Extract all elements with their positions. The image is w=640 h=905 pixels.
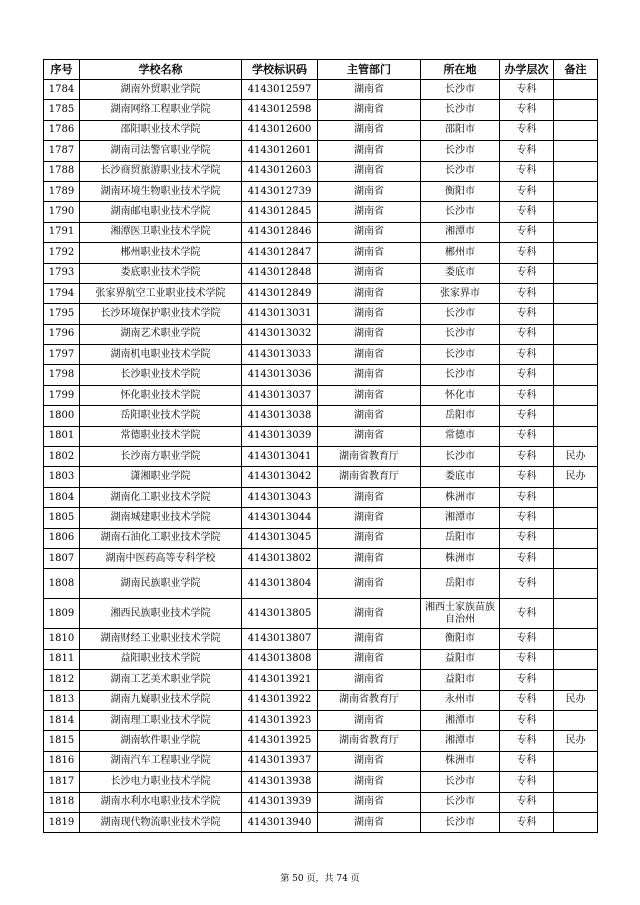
cell-level: 专科 bbox=[500, 283, 554, 303]
cell-school-name: 岳阳职业技术学院 bbox=[80, 406, 242, 426]
cell-location: 衡阳市 bbox=[421, 181, 500, 201]
cell-school-code: 4143013808 bbox=[242, 649, 318, 669]
cell-school-code: 4143013045 bbox=[242, 528, 318, 548]
cell-level: 专科 bbox=[500, 304, 554, 324]
cell-school-code: 4143013042 bbox=[242, 467, 318, 487]
cell-department: 湖南省 bbox=[318, 649, 421, 669]
cell-school-name: 湘潭医卫职业技术学院 bbox=[80, 222, 242, 242]
cell-location: 长沙市 bbox=[421, 141, 500, 161]
cell-department: 湖南省 bbox=[318, 304, 421, 324]
cell-note bbox=[554, 487, 598, 507]
cell-seq: 1794 bbox=[44, 283, 80, 303]
cell-location: 益阳市 bbox=[421, 649, 500, 669]
cell-note bbox=[554, 243, 598, 263]
header-location: 所在地 bbox=[421, 60, 500, 80]
cell-school-name: 湖南现代物流职业技术学院 bbox=[80, 812, 242, 832]
table-row bbox=[44, 100, 598, 120]
cell-seq: 1799 bbox=[44, 385, 80, 405]
table-row bbox=[44, 304, 598, 324]
cell-department: 湖南省 bbox=[318, 569, 421, 599]
cell-seq: 1801 bbox=[44, 426, 80, 446]
cell-location: 郴州市 bbox=[421, 243, 500, 263]
table-row bbox=[44, 161, 598, 181]
page-footer: 第 50 页，共 74 页 bbox=[280, 874, 360, 884]
cell-location: 湘潭市 bbox=[421, 710, 500, 730]
cell-level: 专科 bbox=[500, 385, 554, 405]
cell-school-code: 4143013038 bbox=[242, 406, 318, 426]
cell-seq: 1798 bbox=[44, 365, 80, 385]
cell-location: 张家界市 bbox=[421, 283, 500, 303]
cell-school-code: 4143013039 bbox=[242, 426, 318, 446]
cell-note bbox=[554, 792, 598, 812]
cell-note bbox=[554, 385, 598, 405]
cell-note bbox=[554, 599, 598, 629]
cell-department: 湖南省 bbox=[318, 528, 421, 548]
cell-school-code: 4143012601 bbox=[242, 141, 318, 161]
cell-location: 长沙市 bbox=[421, 304, 500, 324]
cell-seq: 1803 bbox=[44, 467, 80, 487]
table-body bbox=[44, 80, 598, 833]
cell-school-code: 4143013921 bbox=[242, 670, 318, 690]
cell-school-code: 4143013036 bbox=[242, 365, 318, 385]
cell-school-name: 湖南司法警官职业学院 bbox=[80, 141, 242, 161]
cell-level: 专科 bbox=[500, 345, 554, 365]
cell-seq: 1817 bbox=[44, 772, 80, 792]
cell-seq: 1787 bbox=[44, 141, 80, 161]
cell-location: 湘潭市 bbox=[421, 508, 500, 528]
cell-seq: 1818 bbox=[44, 792, 80, 812]
cell-seq: 1802 bbox=[44, 447, 80, 467]
cell-location: 常德市 bbox=[421, 426, 500, 446]
cell-department: 湖南省 bbox=[318, 385, 421, 405]
cell-level: 专科 bbox=[500, 599, 554, 629]
cell-department: 湖南省 bbox=[318, 792, 421, 812]
table-row bbox=[44, 599, 598, 629]
cell-seq: 1807 bbox=[44, 548, 80, 568]
cell-note bbox=[554, 629, 598, 649]
cell-location: 株洲市 bbox=[421, 487, 500, 507]
cell-school-name: 湖南汽车工程职业学院 bbox=[80, 751, 242, 771]
cell-note bbox=[554, 345, 598, 365]
cell-seq: 1805 bbox=[44, 508, 80, 528]
cell-department: 湖南省 bbox=[318, 181, 421, 201]
cell-school-code: 4143013041 bbox=[242, 447, 318, 467]
cell-location: 长沙市 bbox=[421, 365, 500, 385]
table-row bbox=[44, 222, 598, 242]
cell-department: 湖南省教育厅 bbox=[318, 467, 421, 487]
table-row bbox=[44, 649, 598, 669]
cell-location: 岳阳市 bbox=[421, 406, 500, 426]
cell-level: 专科 bbox=[500, 100, 554, 120]
cell-school-code: 4143013937 bbox=[242, 751, 318, 771]
table-row bbox=[44, 80, 598, 100]
cell-level: 专科 bbox=[500, 365, 554, 385]
cell-location: 岳阳市 bbox=[421, 528, 500, 548]
cell-school-code: 4143012847 bbox=[242, 243, 318, 263]
cell-level: 专科 bbox=[500, 120, 554, 140]
cell-school-name: 张家界航空工业职业技术学院 bbox=[80, 283, 242, 303]
cell-location: 株洲市 bbox=[421, 751, 500, 771]
cell-department: 湖南省 bbox=[318, 487, 421, 507]
table-row bbox=[44, 751, 598, 771]
cell-location: 长沙市 bbox=[421, 792, 500, 812]
cell-department: 湖南省 bbox=[318, 243, 421, 263]
cell-school-name: 湖南环境生物职业技术学院 bbox=[80, 181, 242, 201]
cell-level: 专科 bbox=[500, 202, 554, 222]
cell-level: 专科 bbox=[500, 670, 554, 690]
cell-level: 专科 bbox=[500, 181, 554, 201]
cell-school-code: 4143013033 bbox=[242, 345, 318, 365]
cell-note bbox=[554, 812, 598, 832]
cell-seq: 1814 bbox=[44, 710, 80, 730]
cell-school-code: 4143012849 bbox=[242, 283, 318, 303]
table-row bbox=[44, 548, 598, 568]
cell-seq: 1809 bbox=[44, 599, 80, 629]
table-row bbox=[44, 447, 598, 467]
cell-school-code: 4143013940 bbox=[242, 812, 318, 832]
cell-department: 湖南省 bbox=[318, 670, 421, 690]
cell-school-name: 湖南石油化工职业技术学院 bbox=[80, 528, 242, 548]
cell-location: 长沙市 bbox=[421, 345, 500, 365]
cell-department: 湖南省 bbox=[318, 365, 421, 385]
table-row bbox=[44, 569, 598, 599]
table-row bbox=[44, 690, 598, 710]
cell-location: 娄底市 bbox=[421, 467, 500, 487]
cell-school-code: 4143013923 bbox=[242, 710, 318, 730]
cell-department: 湖南省教育厅 bbox=[318, 447, 421, 467]
table-row bbox=[44, 710, 598, 730]
cell-school-name: 湖南理工职业技术学院 bbox=[80, 710, 242, 730]
cell-school-name: 邵阳职业技术学院 bbox=[80, 120, 242, 140]
cell-location: 长沙市 bbox=[421, 100, 500, 120]
cell-location: 长沙市 bbox=[421, 161, 500, 181]
header-dept: 主管部门 bbox=[318, 60, 421, 80]
table-row bbox=[44, 283, 598, 303]
cell-location: 长沙市 bbox=[421, 80, 500, 100]
cell-note bbox=[554, 263, 598, 283]
cell-department: 湖南省 bbox=[318, 508, 421, 528]
cell-department: 湖南省 bbox=[318, 548, 421, 568]
table-row bbox=[44, 812, 598, 832]
cell-seq: 1810 bbox=[44, 629, 80, 649]
cell-school-code: 4143012845 bbox=[242, 202, 318, 222]
cell-seq: 1785 bbox=[44, 100, 80, 120]
cell-level: 专科 bbox=[500, 141, 554, 161]
cell-location: 长沙市 bbox=[421, 324, 500, 344]
cell-department: 湖南省 bbox=[318, 161, 421, 181]
cell-department: 湖南省 bbox=[318, 80, 421, 100]
table-row bbox=[44, 670, 598, 690]
cell-note bbox=[554, 528, 598, 548]
cell-department: 湖南省 bbox=[318, 812, 421, 832]
cell-level: 专科 bbox=[500, 324, 554, 344]
cell-location: 长沙市 bbox=[421, 202, 500, 222]
cell-note bbox=[554, 649, 598, 669]
table-row bbox=[44, 385, 598, 405]
cell-school-name: 益阳职业技术学院 bbox=[80, 649, 242, 669]
cell-school-name: 湖南软件职业学院 bbox=[80, 731, 242, 751]
cell-note bbox=[554, 161, 598, 181]
cell-note bbox=[554, 426, 598, 446]
table-row bbox=[44, 772, 598, 792]
cell-school-name: 湖南外贸职业学院 bbox=[80, 80, 242, 100]
cell-seq: 1813 bbox=[44, 690, 80, 710]
cell-location: 娄底市 bbox=[421, 263, 500, 283]
header-name: 学校名称 bbox=[80, 60, 242, 80]
table-row bbox=[44, 243, 598, 263]
table-row bbox=[44, 202, 598, 222]
cell-note bbox=[554, 406, 598, 426]
cell-seq: 1793 bbox=[44, 263, 80, 283]
cell-seq: 1788 bbox=[44, 161, 80, 181]
cell-note bbox=[554, 141, 598, 161]
cell-school-name: 郴州职业技术学院 bbox=[80, 243, 242, 263]
cell-seq: 1815 bbox=[44, 731, 80, 751]
cell-school-code: 4143013802 bbox=[242, 548, 318, 568]
cell-seq: 1800 bbox=[44, 406, 80, 426]
cell-school-code: 4143012603 bbox=[242, 161, 318, 181]
cell-level: 专科 bbox=[500, 508, 554, 528]
cell-department: 湖南省 bbox=[318, 263, 421, 283]
cell-seq: 1792 bbox=[44, 243, 80, 263]
cell-location: 长沙市 bbox=[421, 772, 500, 792]
cell-location: 益阳市 bbox=[421, 670, 500, 690]
cell-level: 专科 bbox=[500, 80, 554, 100]
cell-level: 专科 bbox=[500, 426, 554, 446]
cell-note: 民办 bbox=[554, 690, 598, 710]
cell-level: 专科 bbox=[500, 161, 554, 181]
cell-level: 专科 bbox=[500, 447, 554, 467]
table-row bbox=[44, 467, 598, 487]
cell-seq: 1795 bbox=[44, 304, 80, 324]
cell-note: 民办 bbox=[554, 731, 598, 751]
cell-department: 湖南省 bbox=[318, 426, 421, 446]
header-seq: 序号 bbox=[44, 60, 80, 80]
cell-note bbox=[554, 772, 598, 792]
cell-school-name: 长沙电力职业技术学院 bbox=[80, 772, 242, 792]
cell-level: 专科 bbox=[500, 406, 554, 426]
cell-note bbox=[554, 80, 598, 100]
cell-school-name: 湖南九嶷职业技术学院 bbox=[80, 690, 242, 710]
cell-note: 民办 bbox=[554, 447, 598, 467]
cell-school-code: 4143013804 bbox=[242, 569, 318, 599]
cell-note bbox=[554, 508, 598, 528]
cell-school-name: 娄底职业技术学院 bbox=[80, 263, 242, 283]
cell-department: 湖南省 bbox=[318, 120, 421, 140]
cell-school-code: 4143013805 bbox=[242, 599, 318, 629]
cell-location: 长沙市 bbox=[421, 447, 500, 467]
cell-level: 专科 bbox=[500, 243, 554, 263]
table-row bbox=[44, 406, 598, 426]
cell-school-code: 4143013922 bbox=[242, 690, 318, 710]
cell-department: 湖南省教育厅 bbox=[318, 731, 421, 751]
cell-level: 专科 bbox=[500, 548, 554, 568]
cell-note bbox=[554, 222, 598, 242]
cell-school-code: 4143012739 bbox=[242, 181, 318, 201]
table-row bbox=[44, 345, 598, 365]
cell-location: 株洲市 bbox=[421, 548, 500, 568]
cell-school-code: 4143013031 bbox=[242, 304, 318, 324]
cell-seq: 1804 bbox=[44, 487, 80, 507]
cell-location: 岳阳市 bbox=[421, 569, 500, 599]
cell-note bbox=[554, 181, 598, 201]
cell-school-name: 潇湘职业学院 bbox=[80, 467, 242, 487]
cell-seq: 1791 bbox=[44, 222, 80, 242]
cell-seq: 1816 bbox=[44, 751, 80, 771]
cell-department: 湖南省 bbox=[318, 406, 421, 426]
cell-seq: 1797 bbox=[44, 345, 80, 365]
cell-school-name: 常德职业技术学院 bbox=[80, 426, 242, 446]
cell-note bbox=[554, 324, 598, 344]
school-list-table bbox=[43, 59, 598, 833]
cell-level: 专科 bbox=[500, 812, 554, 832]
cell-location: 衡阳市 bbox=[421, 629, 500, 649]
cell-level: 专科 bbox=[500, 629, 554, 649]
cell-level: 专科 bbox=[500, 649, 554, 669]
cell-school-name: 湖南财经工业职业技术学院 bbox=[80, 629, 242, 649]
cell-level: 专科 bbox=[500, 467, 554, 487]
cell-school-name: 湖南城建职业技术学院 bbox=[80, 508, 242, 528]
cell-note bbox=[554, 548, 598, 568]
cell-school-name: 湖南化工职业技术学院 bbox=[80, 487, 242, 507]
table-row bbox=[44, 731, 598, 751]
table-row bbox=[44, 426, 598, 446]
cell-location: 怀化市 bbox=[421, 385, 500, 405]
cell-school-code: 4143013037 bbox=[242, 385, 318, 405]
cell-note bbox=[554, 202, 598, 222]
table-row bbox=[44, 120, 598, 140]
cell-school-name: 湘西民族职业技术学院 bbox=[80, 599, 242, 629]
cell-school-name: 怀化职业技术学院 bbox=[80, 385, 242, 405]
cell-school-name: 湖南民族职业学院 bbox=[80, 569, 242, 599]
cell-department: 湖南省教育厅 bbox=[318, 690, 421, 710]
cell-level: 专科 bbox=[500, 792, 554, 812]
cell-school-name: 湖南艺术职业学院 bbox=[80, 324, 242, 344]
cell-department: 湖南省 bbox=[318, 100, 421, 120]
table-row bbox=[44, 365, 598, 385]
cell-location: 永州市 bbox=[421, 690, 500, 710]
cell-school-name: 湖南网络工程职业学院 bbox=[80, 100, 242, 120]
cell-note bbox=[554, 365, 598, 385]
cell-school-code: 4143012600 bbox=[242, 120, 318, 140]
cell-note bbox=[554, 304, 598, 324]
cell-location: 邵阳市 bbox=[421, 120, 500, 140]
cell-note bbox=[554, 670, 598, 690]
cell-location: 湘西土家族苗族自治州 bbox=[421, 599, 500, 629]
cell-department: 湖南省 bbox=[318, 222, 421, 242]
cell-seq: 1819 bbox=[44, 812, 80, 832]
cell-school-name: 长沙职业技术学院 bbox=[80, 365, 242, 385]
table-row bbox=[44, 263, 598, 283]
cell-note bbox=[554, 100, 598, 120]
cell-department: 湖南省 bbox=[318, 772, 421, 792]
cell-department: 湖南省 bbox=[318, 202, 421, 222]
cell-seq: 1786 bbox=[44, 120, 80, 140]
table-row bbox=[44, 487, 598, 507]
header-code: 学校标识码 bbox=[242, 60, 318, 80]
cell-school-name: 长沙环境保护职业技术学院 bbox=[80, 304, 242, 324]
cell-location: 湘潭市 bbox=[421, 731, 500, 751]
cell-school-name: 湖南中医药高等专科学校 bbox=[80, 548, 242, 568]
cell-level: 专科 bbox=[500, 731, 554, 751]
cell-school-name: 湖南工艺美术职业学院 bbox=[80, 670, 242, 690]
table-row bbox=[44, 141, 598, 161]
cell-seq: 1796 bbox=[44, 324, 80, 344]
cell-seq: 1789 bbox=[44, 181, 80, 201]
cell-school-name: 湖南机电职业技术学院 bbox=[80, 345, 242, 365]
cell-note bbox=[554, 751, 598, 771]
header-level: 办学层次 bbox=[500, 60, 554, 80]
cell-school-code: 4143013043 bbox=[242, 487, 318, 507]
cell-note bbox=[554, 710, 598, 730]
cell-level: 专科 bbox=[500, 487, 554, 507]
cell-level: 专科 bbox=[500, 772, 554, 792]
table-row bbox=[44, 792, 598, 812]
table-row bbox=[44, 181, 598, 201]
cell-school-name: 湖南水利水电职业技术学院 bbox=[80, 792, 242, 812]
cell-school-name: 湖南邮电职业技术学院 bbox=[80, 202, 242, 222]
cell-seq: 1812 bbox=[44, 670, 80, 690]
cell-seq: 1811 bbox=[44, 649, 80, 669]
cell-school-code: 4143013939 bbox=[242, 792, 318, 812]
cell-location: 长沙市 bbox=[421, 812, 500, 832]
cell-school-code: 4143013938 bbox=[242, 772, 318, 792]
cell-school-code: 4143013044 bbox=[242, 508, 318, 528]
cell-department: 湖南省 bbox=[318, 345, 421, 365]
cell-department: 湖南省 bbox=[318, 141, 421, 161]
cell-note bbox=[554, 283, 598, 303]
cell-level: 专科 bbox=[500, 528, 554, 548]
header-note: 备注 bbox=[554, 60, 598, 80]
cell-school-code: 4143013925 bbox=[242, 731, 318, 751]
cell-seq: 1806 bbox=[44, 528, 80, 548]
cell-note bbox=[554, 569, 598, 599]
cell-school-code: 4143012848 bbox=[242, 263, 318, 283]
table-row bbox=[44, 508, 598, 528]
table-header-row bbox=[44, 60, 598, 80]
cell-department: 湖南省 bbox=[318, 629, 421, 649]
cell-department: 湖南省 bbox=[318, 710, 421, 730]
cell-seq: 1784 bbox=[44, 80, 80, 100]
cell-note bbox=[554, 120, 598, 140]
table-row bbox=[44, 629, 598, 649]
cell-seq: 1790 bbox=[44, 202, 80, 222]
cell-department: 湖南省 bbox=[318, 283, 421, 303]
cell-department: 湖南省 bbox=[318, 751, 421, 771]
cell-school-name: 长沙商贸旅游职业技术学院 bbox=[80, 161, 242, 181]
cell-seq: 1808 bbox=[44, 569, 80, 599]
table-row bbox=[44, 324, 598, 344]
cell-level: 专科 bbox=[500, 751, 554, 771]
cell-location: 湘潭市 bbox=[421, 222, 500, 242]
table-row bbox=[44, 528, 598, 548]
cell-department: 湖南省 bbox=[318, 599, 421, 629]
cell-school-code: 4143013807 bbox=[242, 629, 318, 649]
cell-school-code: 4143012846 bbox=[242, 222, 318, 242]
cell-level: 专科 bbox=[500, 569, 554, 599]
cell-school-code: 4143012598 bbox=[242, 100, 318, 120]
cell-level: 专科 bbox=[500, 263, 554, 283]
cell-note: 民办 bbox=[554, 467, 598, 487]
cell-level: 专科 bbox=[500, 222, 554, 242]
cell-level: 专科 bbox=[500, 710, 554, 730]
cell-school-code: 4143012597 bbox=[242, 80, 318, 100]
cell-school-code: 4143013032 bbox=[242, 324, 318, 344]
cell-school-name: 长沙南方职业学院 bbox=[80, 447, 242, 467]
cell-level: 专科 bbox=[500, 690, 554, 710]
cell-department: 湖南省 bbox=[318, 324, 421, 344]
